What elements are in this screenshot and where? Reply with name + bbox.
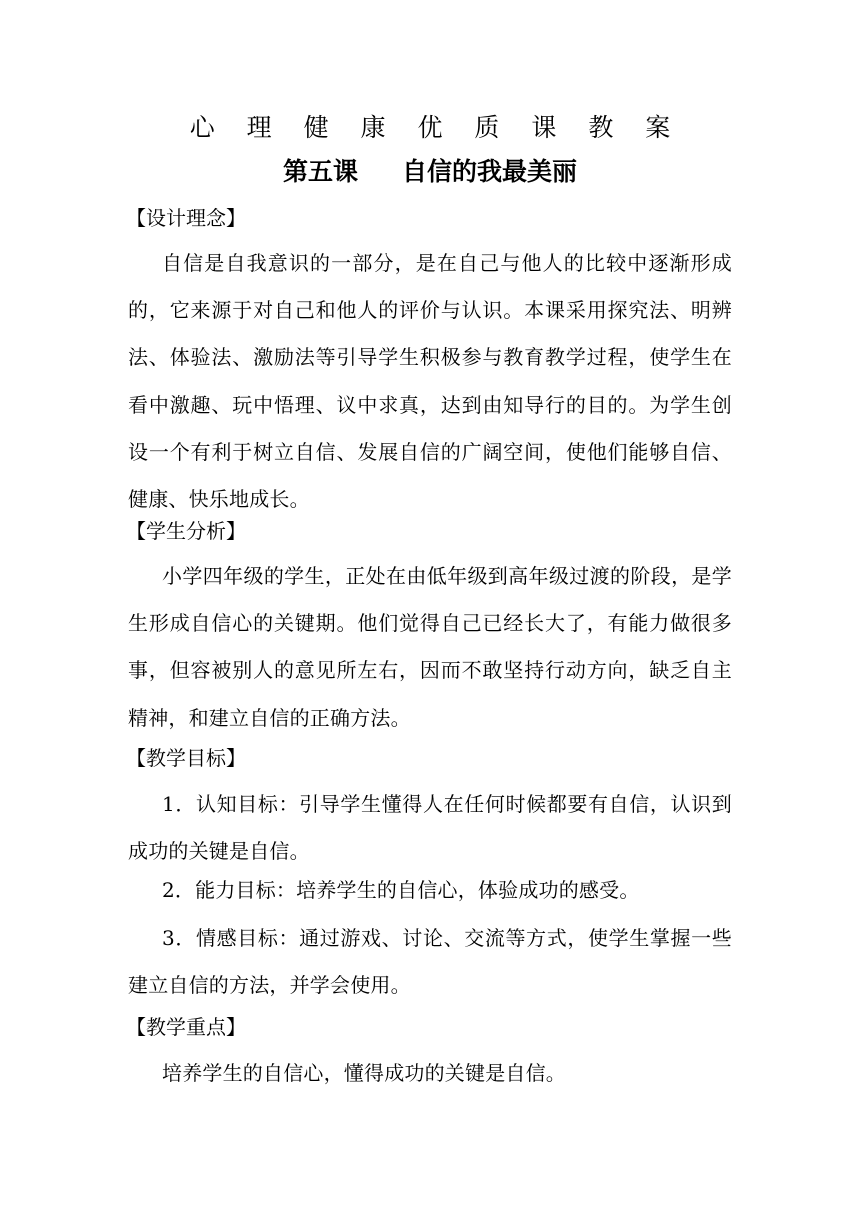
student-analysis-paragraph: 小学四年级的学生，正处在由低年级到高年级过渡的阶段，是学生形成自信心的关键期。他们觉得自己已经长大了，有能力做很多事，但容被别人的意见所左右，因而不敢坚持行动方向，缺乏自主精神，和建立自信的正确方法。 bbox=[128, 564, 732, 730]
lesson-number: 第五课 bbox=[282, 157, 358, 186]
lesson-title-line bbox=[0, 157, 860, 187]
teaching-goal-item: 1．认知目标：引导学生懂得人在任何时候都要有自信，认识到成功的关键是自信。 bbox=[128, 792, 732, 864]
document-title: 心 理 健 康 优 质 课 教 案 bbox=[189, 113, 683, 142]
section-heading-student-analysis: 【学生分析】 bbox=[126, 519, 246, 543]
section-heading-design-concept: 【设计理念】 bbox=[126, 206, 246, 230]
teaching-goal-item: 3．情感目标：通过游戏、讨论、交流等方式，使学生掌握一些建立自信的方法，并学会使用。 bbox=[128, 926, 732, 998]
teaching-focus-paragraph: 培养学生的自信心，懂得成功的关键是自信。 bbox=[162, 1061, 566, 1085]
lesson-title: 自信的我最美丽 bbox=[402, 157, 578, 186]
design-concept-paragraph: 自信是自我意识的一部分，是在自己与他人的比较中逐渐形成的，它来源于对自己和他人的评价与认识。本课采用探究法、明辨法、体验法、激励法等引导学生积极参与教育教学过程，使学生在看中激趣、玩中悟理、议中求真，达到由知导行的目的。为学生创设一个有利于树立自信、发展自信的广阔空间，使他们能够自信、健康、快乐地成长。 bbox=[128, 251, 732, 512]
section-heading-teaching-focus: 【教学重点】 bbox=[126, 1015, 246, 1039]
teaching-goal-item: 2．能力目标：培养学生的自信心，体验成功的感受。 bbox=[162, 878, 640, 902]
section-heading-teaching-goals: 【教学目标】 bbox=[126, 746, 246, 770]
